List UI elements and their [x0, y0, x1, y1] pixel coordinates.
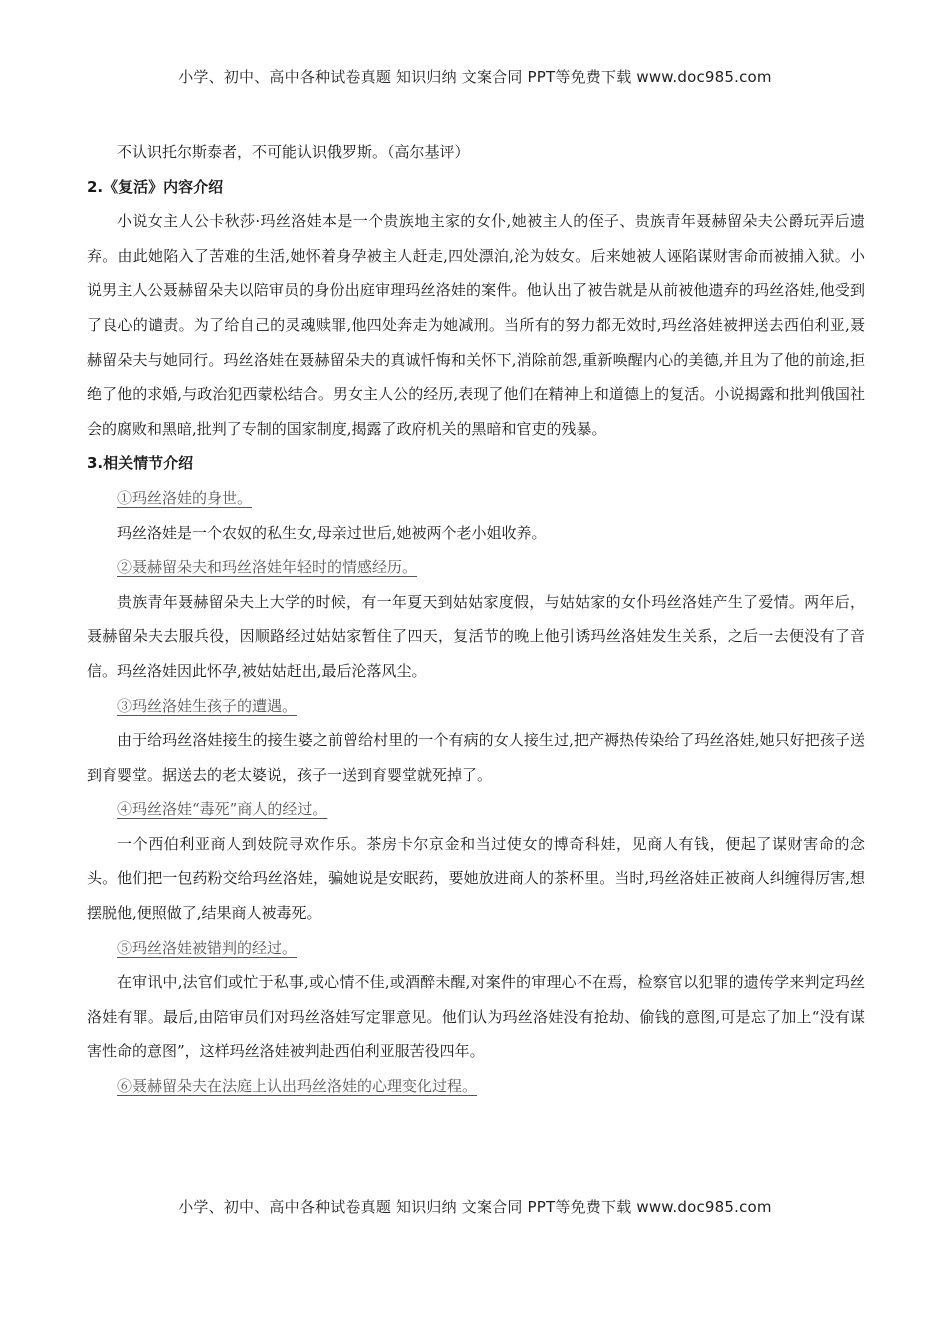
plot-item-title: ⑥聂赫留朵夫在法庭上认出玛丝洛娃的心理变化过程。 — [117, 1077, 478, 1096]
plot-item-text: 在审讯中,法官们或忙于私事,或心情不佳,或酒醉未醒,对案件的审理心不在焉，检察官以犯罪的遗传学来判定玛丝洛娃有罪。最后,由陪审员们对玛丝洛娃写定罪意见。他们认为玛丝洛娃没有抢劫、偷钱的意图,可是忘了加上“没有谋害性命的意图”，这样玛丝洛娃被判赴西伯利亚服苦役四年。 — [87, 973, 865, 1061]
quote-line: 不认识托尔斯泰者，不可能认识俄罗斯。（高尔基评） — [117, 143, 470, 161]
plot-item-text: 贵族青年聂赫留朵夫上大学的时候，有一年夏天到姑姑家度假，与姑姑家的女仆玛丝洛娃产生了爱情。两年后，聂赫留朵夫去服兵役，因顺路经过姑姑家暂住了四天，复活节的晚上他引诱玛丝洛娃发生关系，之后一去便没有了音信。玛丝洛娃因此怀孕,被姑姑赶出,最后沦落风尘。 — [87, 592, 865, 680]
plot-item-text: 由于给玛丝洛娃接生的接生婆之前曾给村里的一个有病的女人接生过,把产褥热传染给了玛丝洛娃,她只好把孩子送到育婴堂。据送去的老太婆说，孩子一送到育婴堂就死掉了。 — [87, 731, 865, 784]
document-body — [87, 135, 865, 1104]
content-intro-paragraph: 小说女主人公卡秋莎·玛丝洛娃本是一个贵族地主家的女仆,她被主人的侄子、贵族青年聂赫留朵夫公爵玩弄后遗弃。由此她陷入了苦难的生活,她怀着身孕被主人赶走,四处漂泊,沦为妓女。后来她被人诬陷谋财害命而被捕入狱。小说男主人公聂赫留朵夫以陪审员的身份出庭审理玛丝洛娃的案件。他认出了被告就是从前被他遗弃的玛丝洛娃,他受到了良心的谴责。为了给自己的灵魂赎罪,他四处奔走为她减刑。当所有的努力都无效时,玛丝洛娃被押送去西伯利亚,聂赫留朵夫与她同行。玛丝洛娃在聂赫留朵夫的真诚忏悔和关怀下,消除前怨,重新唤醒内心的美德,并且为了他的前途,拒绝了他的求婚,与政治犯西蒙松结合。男女主人公的经历,表现了他们在精神上和道德上的复活。小说揭露和批判俄国社会的腐败和黑暗,批判了专制的国家制度,揭露了政府机关的黑暗和官吏的残暴。 — [87, 212, 865, 438]
plot-item-text: 一个西伯利亚商人到妓院寻欢作乐。茶房卡尔京金和当过使女的博奇科娃，见商人有钱，便起了谋财害命的念头。他们把一包药粉交给玛丝洛娃，骗她说是安眠药，要她放进商人的茶杯里。当时,玛丝洛娃正被商人纠缠得厉害,想摆脱他,便照做了,结果商人被毒死。 — [87, 834, 865, 923]
plot-item-title: ④玛丝洛娃“毒死”商人的经过。 — [117, 800, 328, 819]
section-heading-plot-intro: 3.相关情节介绍 — [87, 454, 194, 473]
plot-item-text: 玛丝洛娃是一个农奴的私生女,母亲过世后,她被两个老小姐收养。 — [117, 523, 547, 542]
page-header: 小学、初中、高中各种试卷真题 知识归纳 文案合同 PPT等免费下载 www.doc985.com — [178, 68, 772, 86]
plot-item-title: ③玛丝洛娃生孩子的遭遇。 — [117, 696, 298, 715]
page-footer: 小学、初中、高中各种试卷真题 知识归纳 文案合同 PPT等免费下载 www.doc985.com — [178, 1198, 772, 1216]
plot-item-title: ①玛丝洛娃的身世。 — [117, 488, 253, 507]
plot-item-title: ⑤玛丝洛娃被错判的经过。 — [117, 938, 298, 957]
plot-item-title: ②聂赫留朵夫和玛丝洛娃年轻时的情感经历。 — [117, 558, 418, 577]
section-heading-content-intro: 2.《复活》内容介绍 — [87, 177, 224, 196]
